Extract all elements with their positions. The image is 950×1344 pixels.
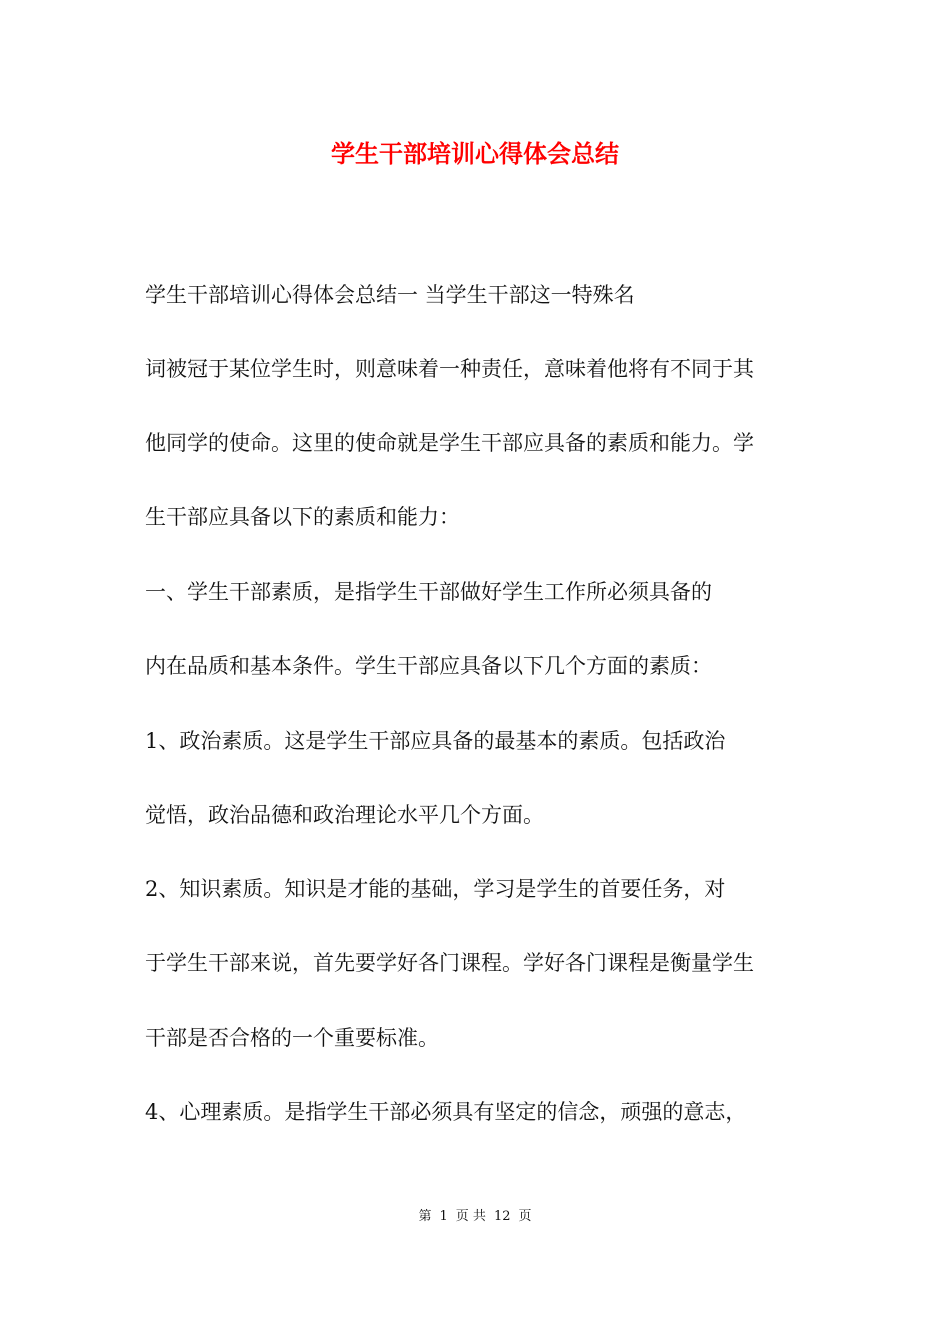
footer-prefix: 第 [418, 1209, 432, 1224]
body-line-4: 生干部应具备以下的素质和能力： [145, 505, 460, 529]
body-line-8: 觉悟，政治品德和政治理论水平几个方面。 [145, 803, 544, 827]
body-line-2: 词被冠于某位学生时，则意味着一种责任，意味着他将有不同于其 [145, 357, 754, 381]
footer-total-pages: 12 [493, 1209, 511, 1224]
body-line-12: 4、心理素质。是指学生干部必须具有坚定的信念，顽强的意志， [145, 1100, 747, 1124]
body-line-11: 干部是否合格的一个重要标准。 [145, 1026, 439, 1050]
document-title: 学生干部培训心得体会总结 [331, 140, 619, 168]
page-footer [0, 1208, 950, 1226]
body-line-10: 于学生干部来说，首先要学好各门课程。学好各门课程是衡量学生 [145, 951, 754, 975]
body-line-3: 他同学的使命。这里的使命就是学生干部应具备的素质和能力。学 [145, 431, 754, 455]
body-line-6: 内在品质和基本条件。学生干部应具备以下几个方面的素质： [145, 654, 712, 678]
body-line-9: 2、知识素质。知识是才能的基础，学习是学生的首要任务，对 [145, 877, 726, 901]
footer-middle: 页 共 [455, 1209, 486, 1224]
footer-suffix: 页 [518, 1209, 532, 1224]
footer-current-page: 1 [439, 1209, 448, 1224]
body-line-5: 一、学生干部素质，是指学生干部做好学生工作所必须具备的 [145, 580, 712, 604]
body-line-7: 1、政治素质。这是学生干部应具备的最基本的素质。包括政治 [145, 729, 726, 753]
body-line-1: 学生干部培训心得体会总结一 当学生干部这一特殊名 [145, 283, 635, 307]
